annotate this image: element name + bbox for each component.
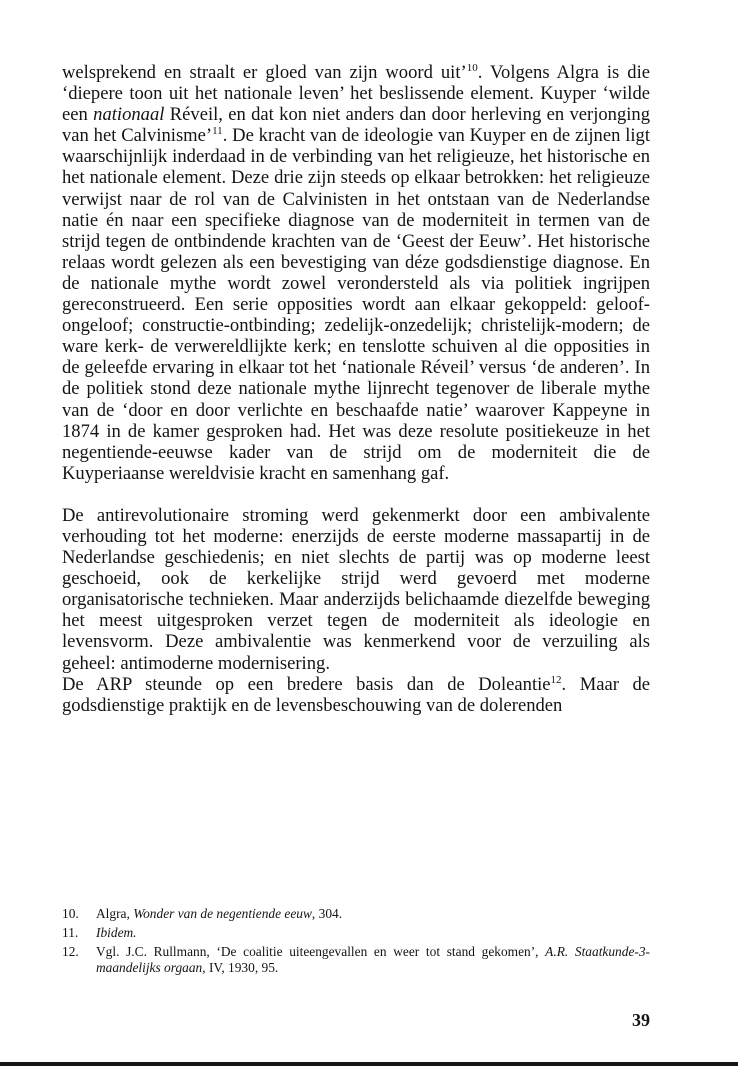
footnote (62, 925, 650, 941)
footnote (62, 906, 650, 922)
text-run: Algra, (96, 906, 134, 921)
footnotes (62, 906, 650, 976)
footnote-number: 10. (62, 906, 79, 921)
paragraph-2: De antirevolutionaire stroming werd gekenmerkt door een ambivalente verhouding tot het moderne: enerzijds de eerste moderne massapartij in de Nederlandse geschiedenis; en niet slechts de partij was op moderne leest geschoeid, ook de kerkelijke strijd werd gevoerd met moderne organisatorische technieken. Maar anderzijds belichaamde diezelfde beweging het meest uitgesproken verzet tegen de moderniteit als ideologie en levensvorm. Deze ambivalentie was kenmerkend voor de verzuiling als geheel: antimoderne modernisering. (62, 504, 650, 674)
italic-text: Ibidem. (96, 925, 137, 940)
bottom-rule (0, 1062, 738, 1066)
footnote-number: 12. (62, 944, 79, 959)
footnote-number: 11. (62, 925, 79, 940)
text-run: Réveil, en dat kon niet anders dan door herleving en verjonging van het Calvinisme’ (62, 104, 651, 147)
footnote-ref: 12 (550, 673, 562, 686)
text-run: Vgl. J.C. Rullmann, ‘De coalitie uiteengevallen en weer tot stand gekomen’, (96, 944, 546, 959)
italic-text: Wonder van de negentiende eeuw (133, 906, 312, 921)
text-run: De ARP steunde op een bredere basis dan de Doleantie (62, 673, 551, 695)
footnote (62, 944, 650, 976)
paragraph-3 (62, 674, 650, 716)
body-text (62, 62, 650, 716)
text-run: . Volgens Algra is die ‘diepere toon uit het nationale leven’ het beslissende element. Kuyper ‘wilde een (62, 62, 650, 126)
text-run: welsprekend en straalt er gloed van zijn woord uit’ (62, 62, 467, 83)
footnote-ref: 11 (212, 125, 223, 138)
footnote-text (96, 944, 650, 976)
paragraph-1 (62, 62, 650, 484)
footnote-ref: 10 (466, 62, 478, 74)
text-run: , IV, 1930, 95. (202, 960, 279, 975)
italic-text: A.R. Staatkunde-3-maandelijks orgaan (96, 944, 650, 975)
footnote-text (96, 906, 650, 922)
text-run: , 304. (311, 906, 343, 921)
italic-text: nationaal (93, 104, 165, 126)
footnote-text (96, 925, 650, 941)
page-number: 39 (632, 1010, 650, 1030)
text-run: . Maar de godsdienstige praktijk en de levensbeschouwing van de dolerenden (62, 673, 650, 716)
text-run: . De kracht van de ideologie van Kuyper en de zijnen ligt waarschijnlijk inderdaad in de verbinding van het religieuze, het historische en het nationale element. Deze drie zijn steeds op elkaar betrokken: het religieuze verwijst naar de rol van de Calvinisten in het ontstaan van de Nederlandse natie én naar een specifieke diagnose van de moderniteit in termen van de strijd tegen de ontbindende krachten van de ‘Geest der Eeuw’. Het historische relaas wordt gelezen als een bevestiging van déze godsdienstige diagnose. En de nationale mythe wordt zowel verondersteld als via politiek ingrijpen gereconstrueerd. Een serie opposities wordt aan elkaar gekoppeld: geloof-ongeloof; constructie-ontbinding; zedelijk-onzedelijk; christelijk-modern; de ware kerk- de verwereldlijkte kerk; en tenslotte schuiven al die opposities in de geleefde ervaring in elkaar tot het ‘nationale Réveil’ versus ‘de anderen’. In de politiek stond deze nationale mythe lijnrecht tegenover de liberale mythe van de ‘door en door verlichte en beschaafde natie’ waarover Kappeyne in 1874 in de kamer gesproken had. Het was deze resolute positiekeuze in het negentiende-eeuwse kader van de strijd om de moderniteit die de Kuyperiaanse wereldvisie kracht en samenhang gaf. (62, 125, 650, 484)
